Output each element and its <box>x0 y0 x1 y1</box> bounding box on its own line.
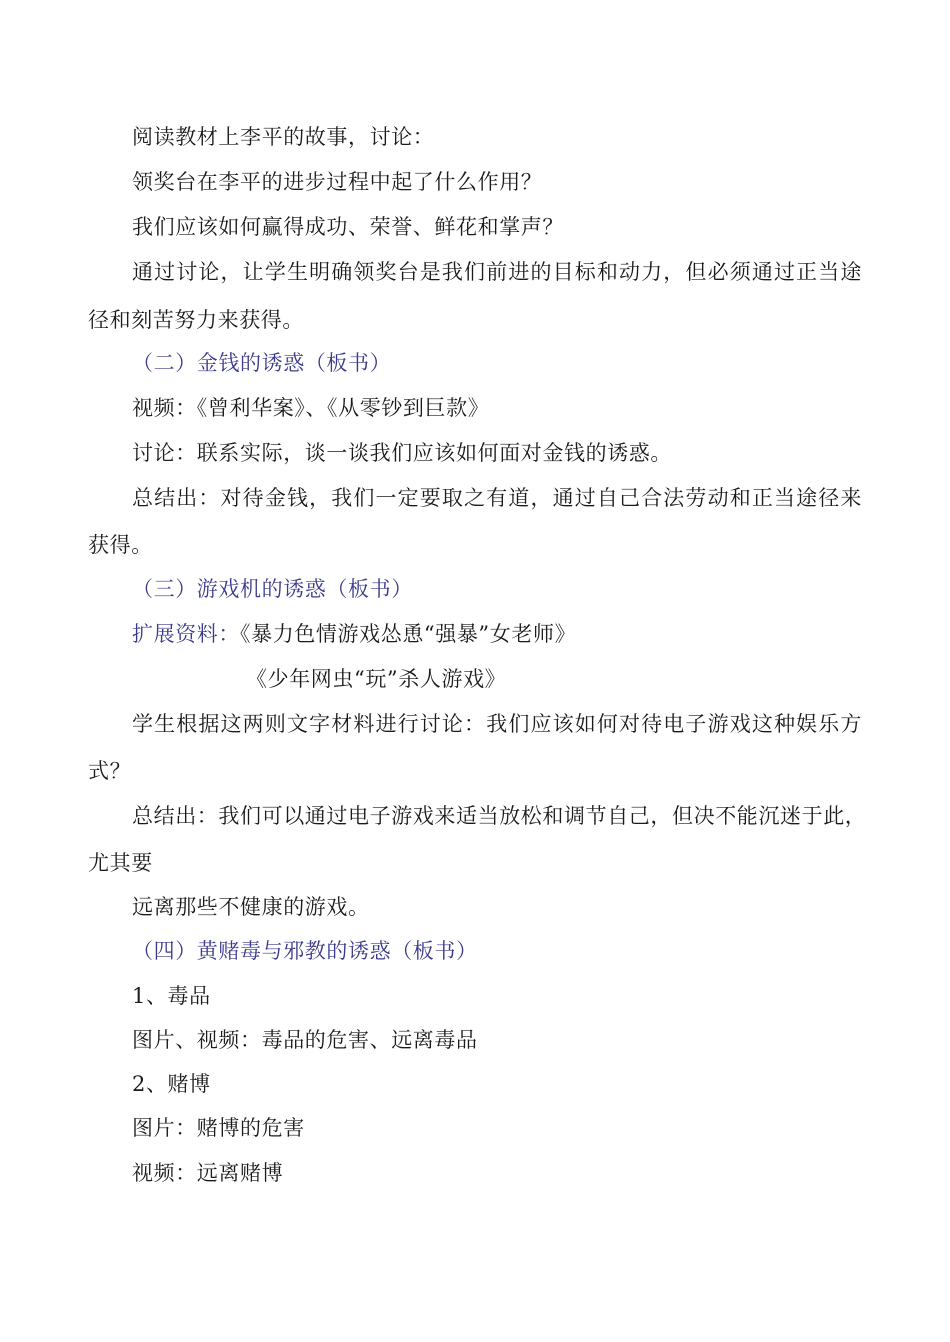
list-item: 1、毒品 <box>132 984 211 1008</box>
paragraph-line <box>132 620 576 648</box>
paragraph-line: 式？ <box>88 759 132 783</box>
extended-material-title: 《暴力色情游戏怂恿“强暴”女老师》 <box>240 622 577 646</box>
section-heading: （四）黄赌毒与邪教的诱惑（板书） <box>132 939 478 963</box>
section-heading: （二）金钱的诱惑（板书） <box>132 351 392 375</box>
paragraph-line: 远离那些不健康的游戏。 <box>132 895 370 919</box>
paragraph-line: 径和刻苦努力来获得。 <box>88 308 304 332</box>
paragraph-line: 学生根据这两则文字材料进行讨论：我们应该如何对待电子游戏这种娱乐方 <box>132 712 862 736</box>
list-item: 2、赌博 <box>132 1072 211 1096</box>
paragraph-line: 总结出：我们可以通过电子游戏来适当放松和调节自己，但决不能沉迷于此， <box>132 804 867 828</box>
section-heading: （三）游戏机的诱惑（板书） <box>132 577 413 601</box>
paragraph-line: 阅读教材上李平的故事，讨论： <box>132 125 435 149</box>
paragraph-line: 通过讨论，让学生明确领奖台是我们前进的目标和动力，但必须通过正当途 <box>132 260 862 284</box>
paragraph-line: 讨论：联系实际，谈一谈我们应该如何面对金钱的诱惑。 <box>132 441 672 465</box>
paragraph-line: 尤其要 <box>88 851 153 875</box>
paragraph-line: 视频：《曾利华案》、《从零钞到巨款》 <box>132 396 490 420</box>
paragraph-line: 《少年网虫“玩”杀人游戏》 <box>246 667 507 691</box>
extended-material-label: 扩展资料： <box>132 622 240 646</box>
paragraph-line: 图片、视频：毒品的危害、远离毒品 <box>132 1028 478 1052</box>
paragraph-line: 图片：赌博的危害 <box>132 1116 305 1140</box>
paragraph-line: 总结出：对待金钱，我们一定要取之有道，通过自己合法劳动和正当途径来 <box>132 486 862 510</box>
paragraph-line: 我们应该如何赢得成功、荣誉、鲜花和掌声？ <box>132 215 564 239</box>
paragraph-line: 领奖台在李平的进步过程中起了什么作用？ <box>132 170 543 194</box>
paragraph-line: 视频：远离赌博 <box>132 1161 284 1185</box>
paragraph-line: 获得。 <box>88 533 153 557</box>
